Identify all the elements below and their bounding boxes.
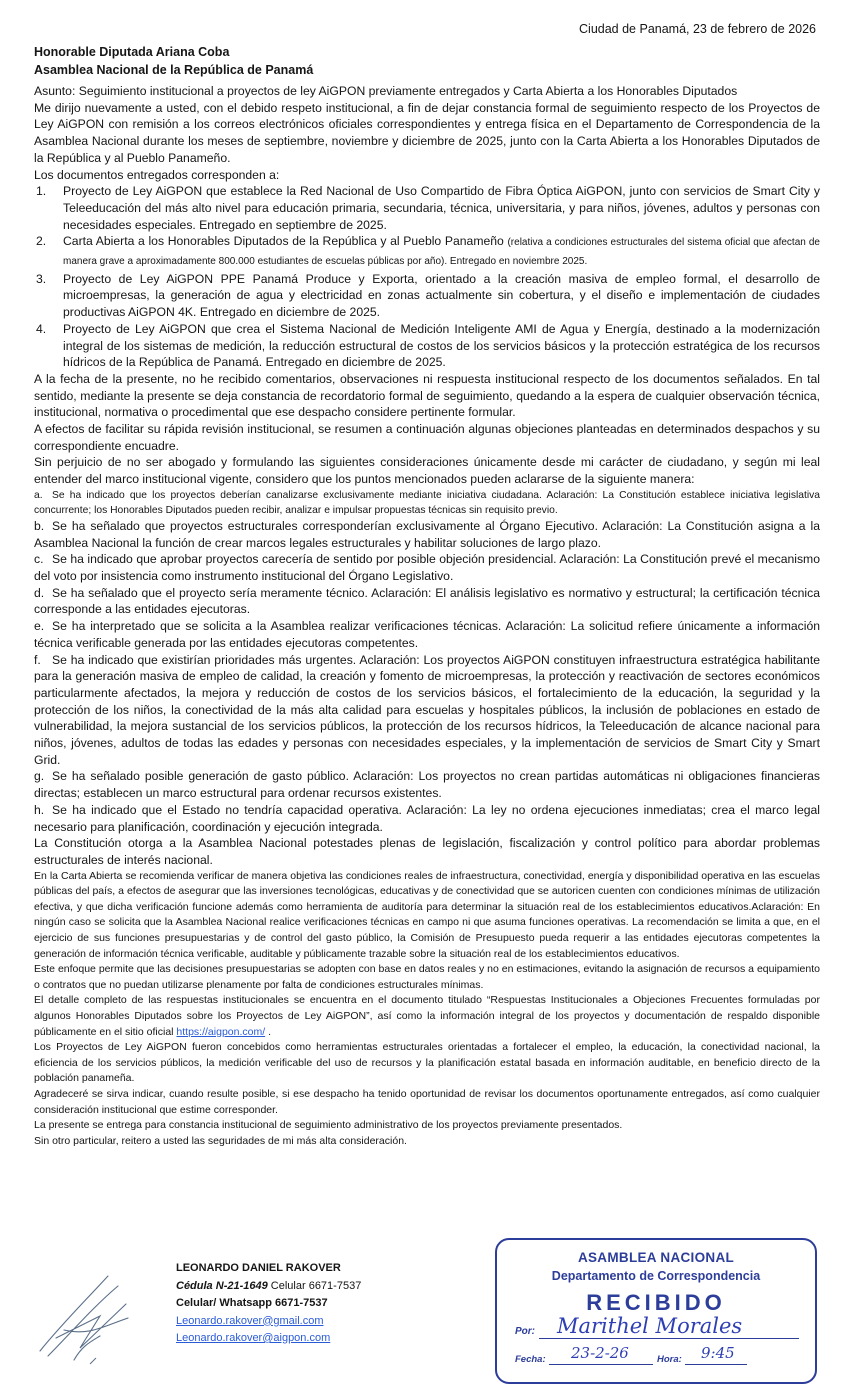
- objection-text: Se ha señalado que proyectos estructurales corresponderían exclusivamente al Órgano Ejecutivo. Aclaración: La Constitución asigna a la Asamblea Nacional la función de crear marcos legales estructurales y habilitar soluciones de largo plazo.: [34, 518, 820, 550]
- objection-item: [34, 585, 820, 618]
- objection-item: [34, 802, 820, 835]
- stamp-divider: [539, 1338, 799, 1339]
- constitution-paragraph: La Constitución otorga a la Asamblea Nacional potestades plenas de legislación, fiscalización y control político para abordar problemas estructurales de interés nacional.: [34, 836, 820, 867]
- delivery-paragraph: La presente se entrega para constancia institucional de seguimiento administrativo de los proyectos previamente presentados.: [34, 1119, 623, 1132]
- objection-item: [34, 652, 820, 769]
- stamp-hora-value: 9:45: [701, 1344, 735, 1362]
- signature-block: [30, 1254, 430, 1384]
- documents-lead: Los documentos entregados corresponden a:: [34, 167, 280, 182]
- stamp-hora-label: Hora:: [657, 1354, 682, 1365]
- summary-paragraph: A efectos de facilitar su rápida revisión institucional, se resumen a continuación algunas objeciones planteadas en determinados despachos y su correspondiente encuadre.: [34, 422, 820, 453]
- list-text-note: (relativa a condiciones estructurales del sistema oficial que afectan de manera grave a aproximadamente 800.000 estudiantes de escuelas públicas por año). Entregado en noviembre 2025.: [63, 237, 820, 268]
- thanks-paragraph: Agradeceré se sirva indicar, cuando resulte posible, si ese despacho ha tenido oportunidad de revisar los documentos oportunamente entregados, así como cualquier consideración institucional que estime corresponder.: [34, 1087, 820, 1116]
- approach-paragraph: Este enfoque permite que las decisiones presupuestarias se adopten con base en datos reales y no en estimaciones, evitando la asignación de recursos a equipamiento o contratos que no puedan utilizarse plenamente por falta de condiciones estructurales mínimas.: [34, 963, 820, 991]
- objection-letter: h.: [34, 802, 45, 817]
- objection-item: [34, 618, 820, 651]
- stamp-por-signature: Marithel Morales: [557, 1314, 743, 1338]
- email-link-gmail[interactable]: Leonardo.rakover@gmail.com: [176, 1314, 324, 1327]
- handwritten-signature: [30, 1256, 150, 1376]
- objection-letter: c.: [34, 552, 44, 567]
- objection-letter: g.: [34, 769, 45, 784]
- list-item: [34, 321, 820, 371]
- intro-paragraph: Me dirijo nuevamente a usted, con el debido respeto institucional, a fin de dejar constancia formal de seguimiento respecto de los Proyectos de Ley AiGPON con remisión a los correos electrónicos oficiales correspondientes y entrega física en el Departamento de Correspondencia de la Asamblea Nacional durante los meses de septiembre, noviembre y diciembre de 2025, junto con la Carta Abierta a los Honorables Diputados de la República y al Pueblo Panameño.: [34, 100, 820, 165]
- site-link[interactable]: https://aigpon.com/: [176, 1025, 266, 1038]
- celular-text: Celular 6671-7537: [270, 1279, 362, 1292]
- detail-end: .: [268, 1025, 271, 1038]
- objection-letter: d.: [34, 585, 45, 600]
- list-text: Proyecto de Ley AiGPON que establece la Red Nacional de Uso Compartido de Fibra Óptica AiGPON, junto con servicios de Smart City y Teleeducación del más alto nivel para educación primaria, secundaria, técnica, universitaria, y para niños, jóvenes, adultos y personas con necesidades especiales. Entregado en septiembre de 2025.: [63, 184, 820, 232]
- objection-text: Se ha indicado que los proyectos deberían canalizarse exclusivamente mediante iniciativa ciudadana. Aclaración: La Constitución establece iniciativa legislativa concurrente; los Honorables Diputados pueden recibir, analizar e impulsar propuestas técnicas sin requisito previo.: [34, 489, 820, 516]
- detail-text: El detalle completo de las respuestas institucionales se encuentra en el documento titulado “Respuestas Institucionales a Objeciones Frecuentes formuladas por algunos Honorables Diputados sobre los Proyectos de Ley AiGPON”, así como la información integral de los proyectos y documentación de respaldo disponible públicamente en el sitio oficial: [34, 994, 820, 1038]
- objection-letter: a.: [34, 489, 43, 501]
- objection-letter: e.: [34, 619, 45, 634]
- objection-item: [34, 551, 820, 584]
- cedula-label: Cédula: [176, 1279, 213, 1292]
- stamp-fecha-label: Fecha:: [515, 1354, 546, 1365]
- list-number: 1.: [36, 184, 47, 199]
- closing-paragraph: Sin otro particular, reitero a usted las seguridades de mi más alta consideración.: [34, 1134, 407, 1147]
- stamp-received: RECIBIDO: [586, 1290, 726, 1315]
- objection-letter: f.: [34, 652, 41, 667]
- subject-line: Asunto: Seguimiento institucional a proyectos de ley AiGPON previamente entregados y Carta Abierta a los Honorables Diputados: [34, 84, 738, 98]
- received-stamp: [495, 1238, 817, 1384]
- objection-text: Se ha indicado que aprobar proyectos carecería de sentido por posible objeción presidencial. Aclaración: La Constitución prevé el mecanismo del voto por insistencia como instrumento institucional del Órgano Legislativo.: [34, 552, 820, 583]
- objection-letter: b.: [34, 518, 45, 533]
- objection-item: [34, 768, 820, 801]
- status-paragraph: A la fecha de la presente, no he recibido comentarios, observaciones ni respuesta institucional respecto de los documentos señalados. En tal sentido, mediante la presente se deja constancia de recordatorio formal de seguimiento, quedando a la espera de cualquier observación técnica, institucional, normativa o procedimental que ese despacho considere pertinente formular.: [34, 371, 820, 420]
- conceived-paragraph: Los Proyectos de Ley AiGPON fueron concebidos como herramientas estructurales orientadas a fortalecer el empleo, la educación, la conectividad nacional, la eficiencia de los servicios públicos, la medición verificable del uso de recursos y la planificación estatal basada en información auditable, en beneficio directo de la población panameña.: [34, 1041, 820, 1085]
- stamp-divider: [549, 1364, 653, 1365]
- objection-text: Se ha señalado que el proyecto sería meramente técnico. Aclaración: El análisis legislativo es normativo y estructural; la certificación técnica corresponde a las entidades ejecutoras.: [34, 585, 820, 617]
- detail-paragraph: [34, 993, 820, 1040]
- list-text: [63, 233, 820, 270]
- stamp-divider: [685, 1364, 747, 1365]
- objection-text: Se ha indicado que el Estado no tendría capacidad operativa. Aclaración: La ley no ordena ejecuciones inmediatas; crea el marco legal necesario para planificación, coordinación y ejecución integrada.: [34, 802, 820, 834]
- list-number: 3.: [36, 271, 47, 286]
- closing-section: [34, 869, 820, 1150]
- recipient-institution: Asamblea Nacional de la República de Panamá: [34, 63, 314, 77]
- list-number: 2.: [36, 234, 47, 249]
- signatory-info: [176, 1260, 361, 1348]
- letter-body: [34, 83, 820, 1149]
- objection-item: [34, 518, 820, 551]
- objection-text: Se ha señalado posible generación de gasto público. Aclaración: Los proyectos no crean partidas automáticas ni obligaciones financieras directas; establecen un marco estructural para ordenar recursos existentes.: [34, 769, 820, 801]
- list-item: [34, 271, 820, 321]
- documents-list: [34, 183, 820, 371]
- objection-text: Se ha interpretado que se solicita a la Asamblea realizar verificaciones técnicas. Aclaración: La solicitud refiere únicamente a información técnica verificable generada por las entidades ejecutoras competentes.: [34, 619, 820, 650]
- list-item: [34, 183, 820, 233]
- stamp-title: ASAMBLEA NACIONAL: [577, 1250, 735, 1265]
- letter-date: Ciudad de Panamá, 23 de febrero de 2026: [579, 22, 816, 36]
- list-text-main: Carta Abierta a los Honorables Diputados de la República y al Pueblo Panameño: [63, 234, 504, 249]
- citizen-paragraph: Sin perjuicio de no ser abogado y formulando las siguientes consideraciones únicamente desde mi carácter de ciudadano, y según mi leal entender del marco institucional vigente, considero que los puntos mencionados pueden aclararse de la siguiente manera:: [34, 455, 820, 487]
- signatory-name: LEONARDO DANIEL RAKOVER: [176, 1262, 341, 1274]
- stamp-fecha-value: 23-2-26: [571, 1344, 629, 1362]
- list-item: [34, 233, 820, 270]
- whatsapp-text: Celular/ Whatsapp 6671-7537: [176, 1297, 328, 1309]
- open-letter-paragraph: En la Carta Abierta se recomienda verificar de manera objetiva las condiciones reales de infraestructura, conectividad, energía y disponibilidad operativa en las escuelas públicas del país, a efectos de asegurar que las inversiones tecnológicas, educativas y de conectividad que se autoricen cuenten con condiciones mínimas de utilización efectiva, y que dicha verificación funcione además como herramienta de auditoría para determinar la situación real de los establecimientos educativos.Aclaración: En ningún caso se solicita que la Asamblea Nacional realice verificaciones técnicas en campo ni que asuma funciones operativas. La recomendación se limita a que, en el ejercicio de sus funciones presupuestarias y de control del gasto público, la Comisión de Presupuesto pueda requerir a las entidades ejecutoras competentes la generación de información técnica verificable, auditable y públicamente trazable sobre la situación real de los establecimientos educativos.: [34, 869, 820, 960]
- stamp-por-label: Por:: [515, 1326, 535, 1337]
- objection-text: Se ha indicado que existirían prioridades más urgentes. Aclaración: Los proyectos AiGPON constituyen infraestructura estratégica habilitante para la generación masiva de empleo de calidad, la creación y fomento de microempresas, la protección y reactivación de sectores económicos particularmente afectados, la mejora y reducción de costos de los servicios básicos, el fortalecimiento de la educación, la seguridad y la protección de los niños, la conectividad de la más alta calidad para escuelas y hospitales públicos, la inclusión de poblaciones en estado de vulnerabilidad, la mejora sustancial de los servicios públicos, la protección de los recursos hídricos, la Teleeducación de alcance nacional para niños, jóvenes, adultos de todas las edades y personas con necesidades especiales, y la implementación de servicios de Smart City y Smart Grid.: [34, 652, 820, 767]
- signatory-ids: [176, 1278, 361, 1296]
- cedula-value: N-21-1649: [215, 1279, 268, 1292]
- list-text: Proyecto de Ley AiGPON PPE Panamá Produce y Exporta, orientado a la creación masiva de empleo formal, el desarrollo de microempresas, la generación de agua y electricidad en zonas actualmente sin cobertura, y el diseño e implementación de ciudades productivas AiGPON 4K. Entregado en diciembre de 2025.: [63, 271, 820, 320]
- objection-item: [34, 488, 820, 518]
- recipient-block: [34, 43, 313, 79]
- email-link-aigpon[interactable]: Leonardo.rakover@aigpon.com: [176, 1332, 331, 1344]
- list-number: 4.: [36, 321, 47, 336]
- stamp-department: Departamento de Correspondencia: [551, 1269, 761, 1283]
- list-text: Proyecto de Ley AiGPON que crea el Sistema Nacional de Medición Inteligente AMI de Agua y Energía, destinado a la modernización integral de los sistemas de medición, la reducción estructural de costos de los servicios básicos y la protección estratégica de los recursos hídricos de la República de Panamá. Entregado en diciembre de 2025.: [63, 321, 820, 370]
- recipient-name: Honorable Diputada Ariana Coba: [34, 45, 230, 59]
